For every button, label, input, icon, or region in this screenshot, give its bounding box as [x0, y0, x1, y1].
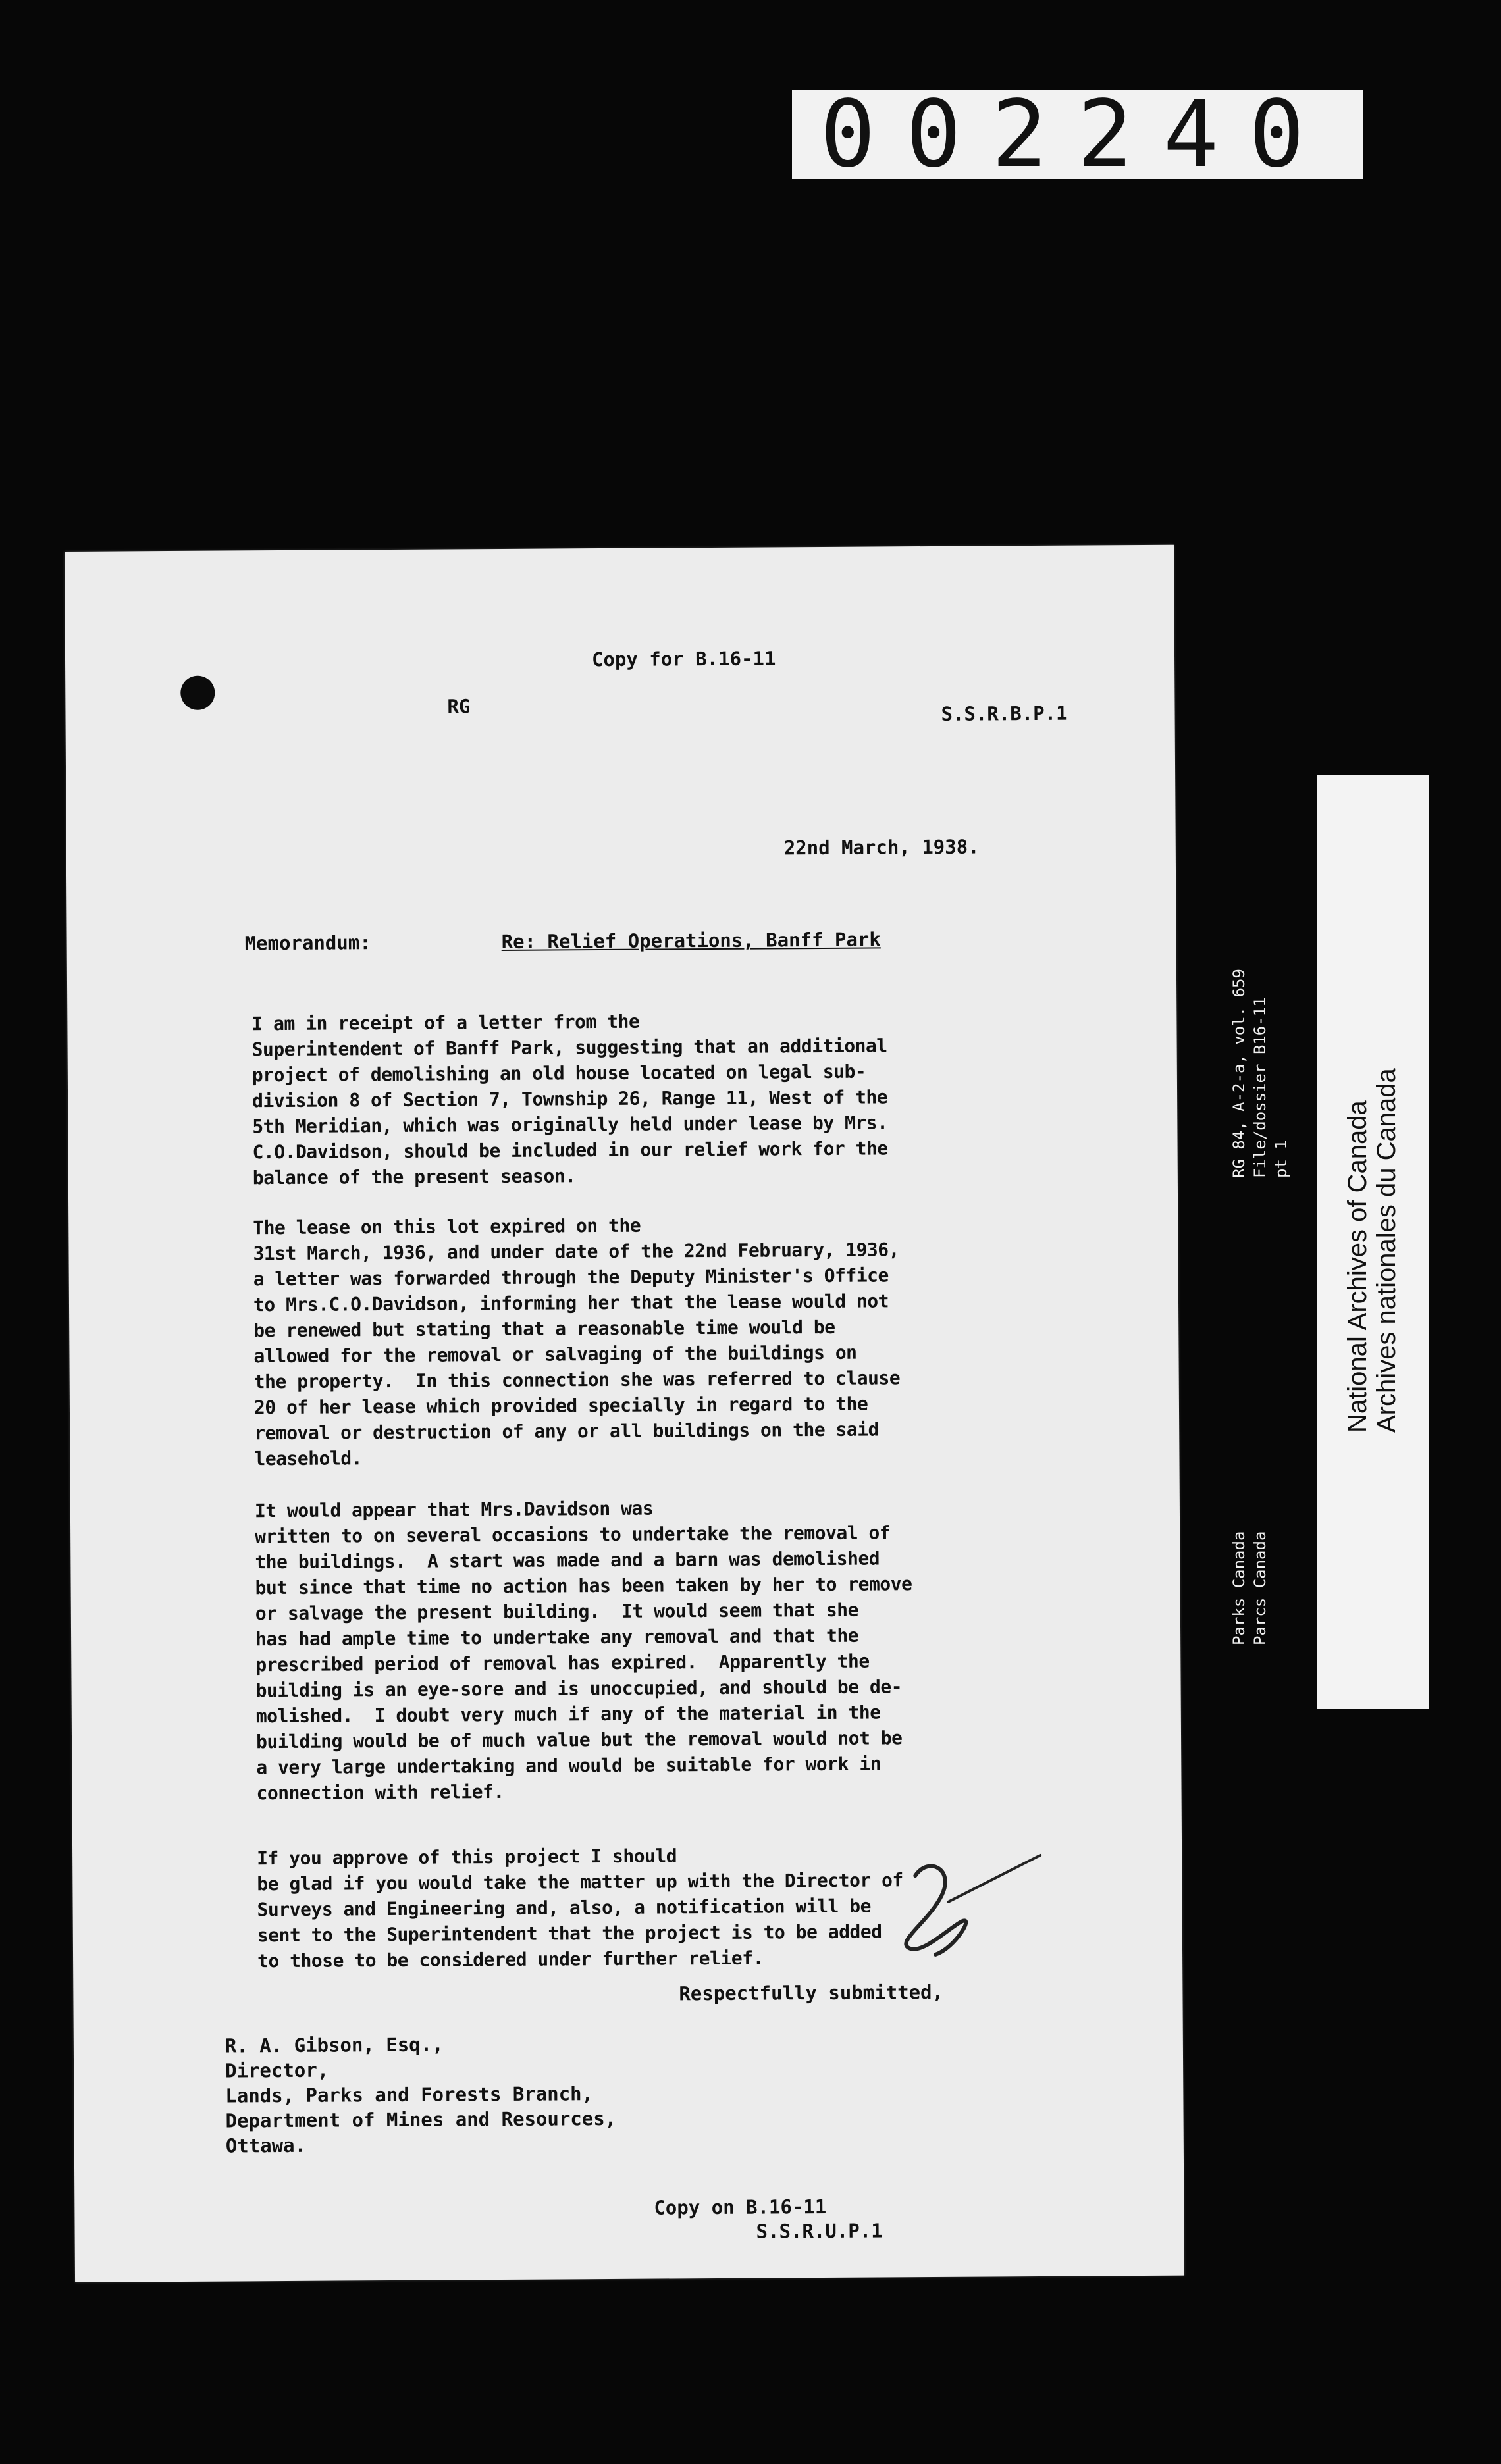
paragraph-4: If you approve of this project I should be glad if you would take the matter up with the Director of Surveys and Engineering and, also, a notification will be sent to the Superintendent that the project is to be added to those to be considered under further relief. — [257, 1845, 903, 1972]
addressee-line-3: Lands, Parks and Forests Branch, — [225, 2082, 594, 2107]
stamp-line-3: pt 1 — [1272, 1140, 1290, 1178]
closing: Respectfully submitted, — [679, 1980, 944, 2005]
stamp-line-5: Parcs Canada — [1251, 1531, 1269, 1645]
archives-label-card — [1317, 775, 1429, 1709]
memo-date: 22nd March, 1938. — [783, 835, 980, 860]
memo-heading-label: Memorandum: — [244, 931, 371, 955]
memo-page — [65, 545, 1184, 2282]
file-reference: S.S.R.B.P.1 — [941, 702, 1068, 725]
archives-label-english: National Archives of Canada — [1343, 1100, 1372, 1433]
initials: RG — [447, 695, 471, 718]
archives-label-french: Archives nationales du Canada — [1372, 1068, 1401, 1433]
frame-number: 002240 — [792, 90, 1363, 179]
addressee-line-5: Ottawa. — [225, 2134, 307, 2157]
stamp-line-2: File/dossier B16-11 — [1251, 997, 1269, 1178]
paragraph-1: I am in receipt of a letter from the Superintendent of Banff Park, suggesting that an additional project of demolishing an old house located on legal sub- division 8 of Section 7, Township 26, Range 11, West of the 5th Meridian, which was originally held under lease by Mrs. C.O.Davidson, should be included in our relief work for the balance of the present season. — [251, 1010, 888, 1189]
addressee-line-1: R. A. Gibson, Esq., — [224, 2033, 444, 2057]
archive-reference-stamp — [1230, 836, 1309, 1757]
memo-subject: Re: Relief Operations, Banff Park — [501, 928, 881, 953]
punch-hole — [180, 676, 215, 710]
stamp-line-4: Parks Canada — [1230, 1531, 1248, 1645]
addressee-line-4: Department of Mines and Resources, — [225, 2107, 617, 2132]
copy-on-note: Copy on B.16-11 — [654, 2195, 827, 2219]
signature-mark — [889, 1849, 1054, 1962]
paragraph-2: The lease on this lot expired on the 31st March, 1936, and under date of the 22nd February, 1936, a letter was forwarded through the Deputy Minister's Office to Mrs.C.O.Davidson, informing her that the lease would not be renewed but stating that a reasonable time would be allowed for the removal or salvaging of the buildings on the property. In this connection she was referred to clause 20 of her lease which provided specially in regard to the removal or destruction of any or all buildings on the said leasehold. — [253, 1214, 901, 1470]
stamp-line-1: RG 84, A-2-a, vol. 659 — [1230, 969, 1248, 1178]
paragraph-3: It would appear that Mrs.Davidson was written to on several occasions to undertake the removal of the buildings. A start was made and a barn was demolished but since that time no action has been taken by her to remove or salvage the present building. It would seem that she has had ample time to undertake any removal and that the prescribed period of removal has expired. Apparently the building is an eye-sore and is unoccupied, and should be de- molished. I doubt very much if any of the material in the building would be of much value but the removal would not be a very large undertaking and would be suitable for work in connection with relief. — [254, 1497, 912, 1805]
copy-for-note: Copy for B.16-11 — [591, 647, 776, 671]
copy-on-reference: S.S.R.U.P.1 — [756, 2219, 883, 2243]
addressee-line-2: Director, — [225, 2059, 329, 2082]
